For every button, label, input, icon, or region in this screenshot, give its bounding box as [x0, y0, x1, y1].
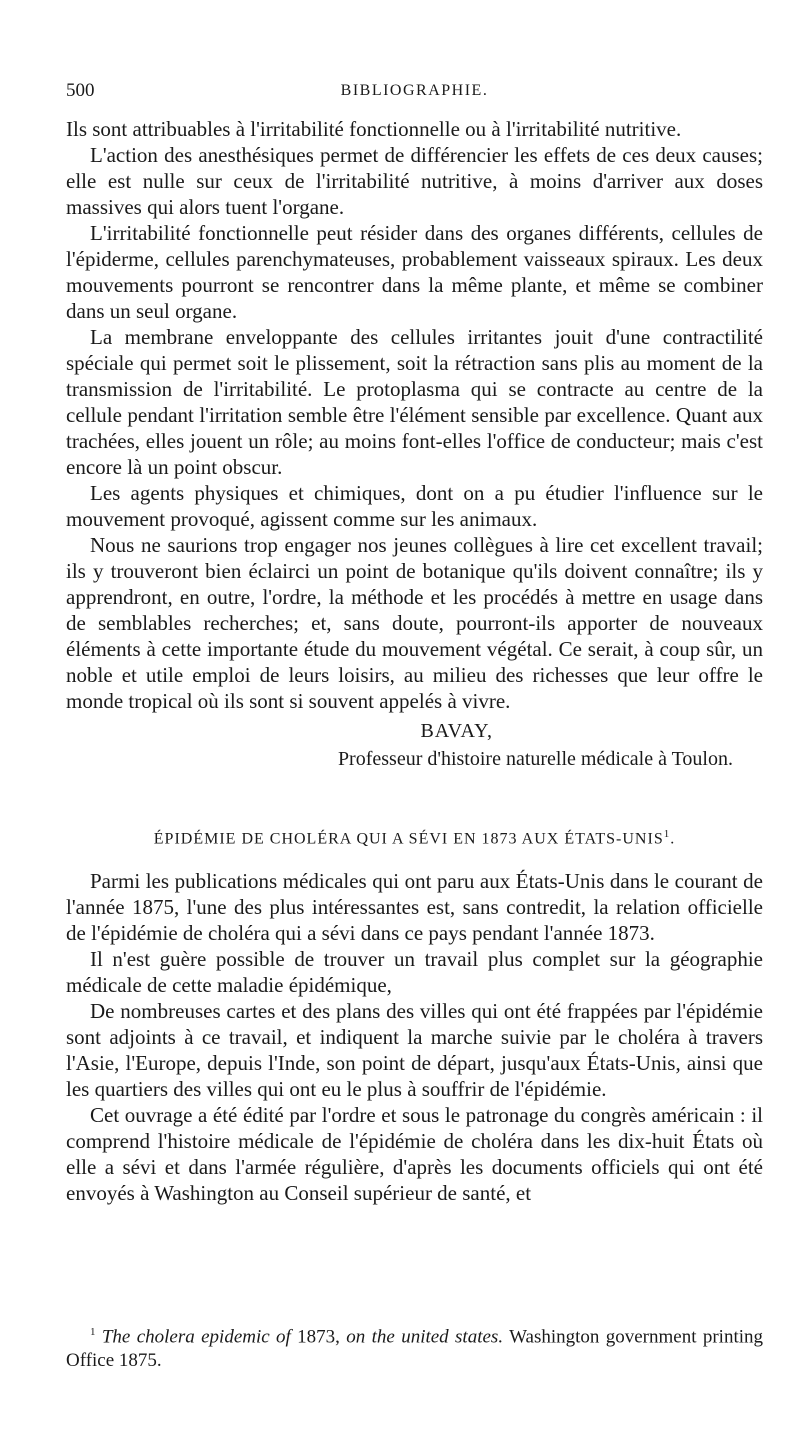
signature-title: Professeur d'histoire naturelle médicale à Toulon. [337, 748, 733, 770]
footnote-number: 1 [90, 1326, 96, 1338]
paragraph: L'action des anesthésiques permet de différencier les effets de ces deux causes; elle est nulle sur ceux de l'irritabilité nutritive, à moins d'arriver aux doses massives qui alors tuent l'organe. [66, 143, 763, 219]
footnote-marker: 1 [663, 828, 671, 840]
section-title: ÉPIDÉMIE DE CHOLÉRA QUI A SÉVI EN 1873 AUX ÉTATS-UNIS$^1$. [153, 828, 676, 848]
paragraph: Cet ouvrage a été édité par l'ordre et sous le patronage du congrès américain : il comprend l'histoire médicale de l'épidémie de choléra dans les dix-huit États où elle a sévi et dans l'armée régulière, d'après les documents officiels qui ont été envoyés à Washington au Conseil supérieur de santé, et [66, 1103, 763, 1205]
paragraph: L'irritabilité fonctionnelle peut résider dans des organes différents, cellules de l'épiderme, cellules parenchymateuses, probablement vaisseaux spiraux. Les deux mouvements pourront se rencontrer dans la même plante, et même se combiner dans un seul organe. [66, 221, 763, 323]
footnote-publisher: Washington government printing Office 1875. [66, 1326, 764, 1372]
signature-name: BAVAY, [420, 720, 493, 742]
footnote-title-a: The cholera epidemic of [101, 1326, 291, 1348]
page-header [66, 80, 763, 106]
footnote [66, 1320, 763, 1373]
running-head: BIBLIOGRAPHIE. [340, 82, 489, 99]
page-number: 500 [66, 80, 95, 101]
review-body [66, 116, 763, 772]
paragraph: De nombreuses cartes et des plans des villes qui ont été frappées par l'épidémie sont adjoints à ce travail, et indiquent la marche suivie par le choléra à travers l'Asie, l'Europe, depuis l'Inde, son point de départ, jusqu'aux États-Unis, ainsi que les quartiers des villes qui ont eu le plus à souffrir de l'épidémie. [66, 999, 763, 1101]
section-body [66, 868, 763, 1206]
paragraph: Il n'est guère possible de trouver un travail plus complet sur la géographie médicale de cette maladie épidémique, [66, 947, 763, 997]
footnote-title-b: on the united states. [346, 1326, 504, 1348]
paragraph: La membrane enveloppante des cellules irritantes jouit d'une contractilité spéciale qui permet soit le plissement, soit la rétraction sans plis au moment de la transmission de l'irritabilité. Le protoplasma qui se contracte au centre de la cellule pendant l'irritation semble être l'élément sensible par excellence. Quant aux trachées, elles jouent un rôle; au moins font-elles l'office de conducteur; mais c'est encore là un point obscur. [66, 325, 763, 479]
footnote-year: 1873, [297, 1326, 340, 1348]
signature [66, 718, 763, 772]
paragraph: Parmi les publications médicales qui ont paru aux États-Unis dans le courant de l'année 1875, l'une des plus intéressantes est, sans contredit, la relation officielle de l'épidémie de choléra qui a sévi dans ce pays pendant l'année 1873. [66, 869, 763, 945]
section-title-text: ÉPIDÉMIE DE CHOLÉRA QUI A SÉVI EN 1873 AUX ÉTATS-UNIS [153, 830, 664, 848]
paragraph: Ils sont attribuables à l'irritabilité fonctionnelle ou à l'irritabilité nutritive. [66, 117, 682, 141]
paragraph: Les agents physiques et chimiques, dont on a pu étudier l'influence sur le mouvement provoqué, agissent comme sur les animaux. [66, 481, 763, 531]
paragraph: Nous ne saurions trop engager nos jeunes collègues à lire cet excellent travail; ils y trouveront bien éclairci un point de botanique qu'ils doivent connaître; ils y apprendront, en outre, l'ordre, la méthode et les procédés à mettre en usage dans de semblables recherches; et, sans doute, pourront-ils apporter de nouveaux éléments à cette importante étude du mouvement végétal. Ce serait, à coup sûr, un noble et utile emploi de leurs loisirs, au milieu des richesses que leur offre le monde tropical où ils sont si souvent appelés à vivre. [66, 533, 763, 713]
